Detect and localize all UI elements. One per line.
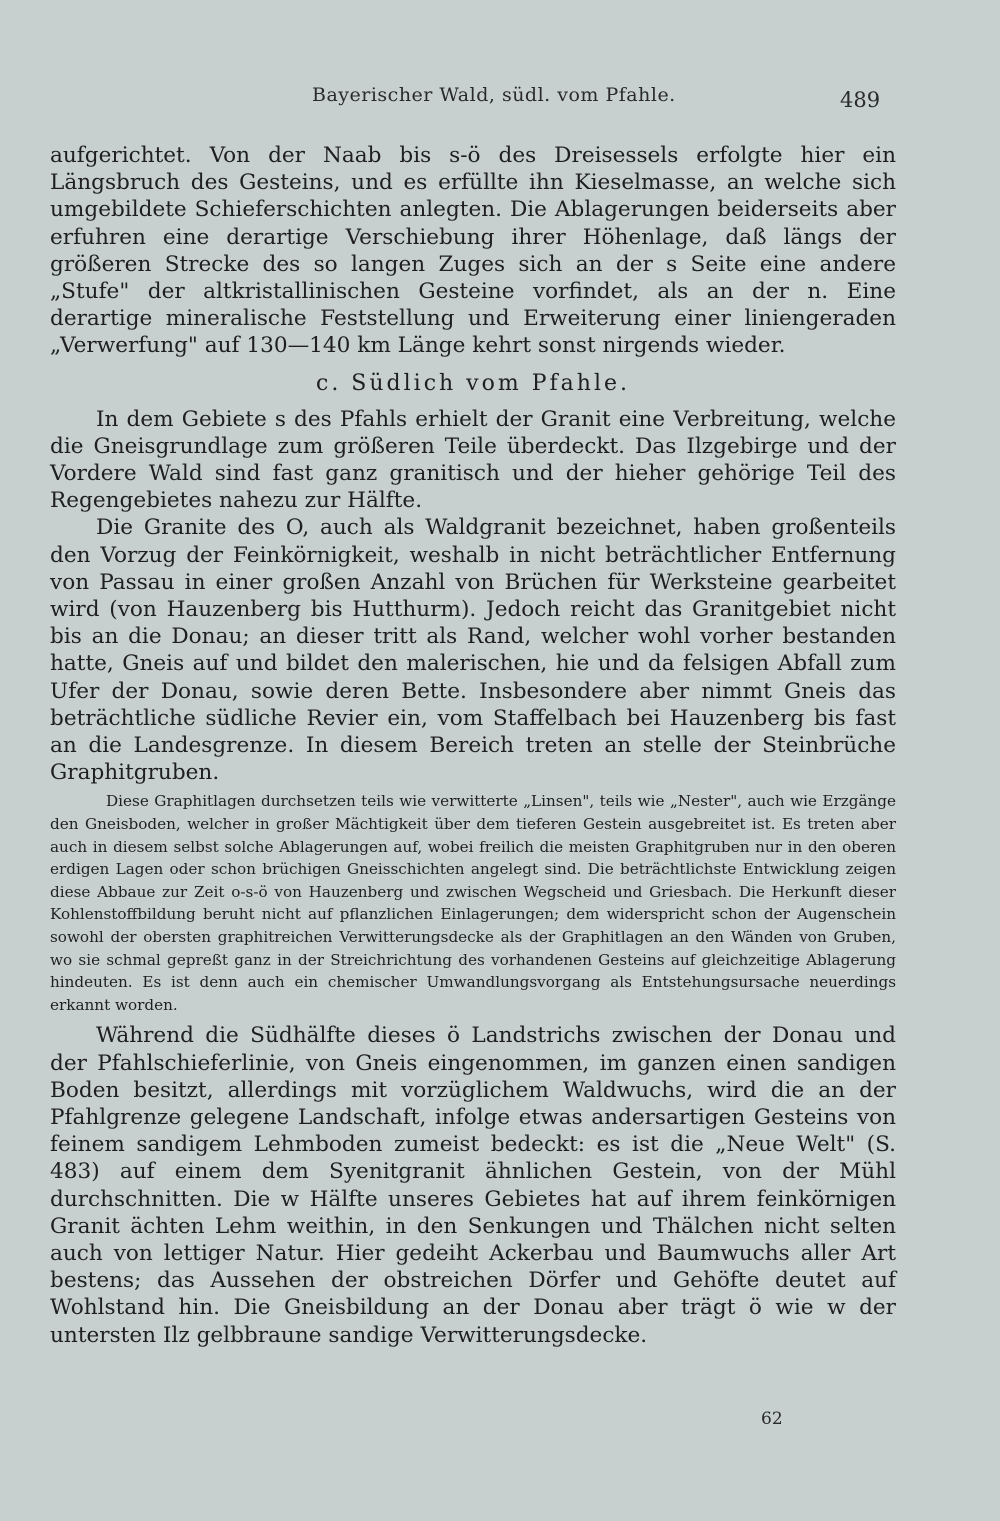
page-number: 489 bbox=[840, 88, 881, 112]
body-text bbox=[50, 142, 896, 1349]
signature-mark: 62 bbox=[761, 1409, 783, 1429]
running-title: Bayerischer Wald, südl. vom Pfahle. bbox=[312, 84, 676, 106]
paragraph: In dem Gebiete s des Pfahls erhielt der Granit eine Verbreitung, welche die Gneisgrundlage zum größeren Teile überdeckt. Das Ilzgebirge und der Vordere Wald sind fast ganz granitisch und der hieher gehörige Teil des Regengebietes nahezu zur Hälfte. bbox=[50, 406, 896, 514]
section-heading: c. Südlich vom Pfahle. bbox=[316, 370, 630, 396]
paragraph-continuation: aufgerichtet. Von der Naab bis s-ö des Dreisessels erfolgte hier ein Längsbruch des Gesteins, und es erfüllte ihn Kieselmasse, an welche sich umgebildete Schieferschichten anlegten. Die Ablagerungen beiderseits aber erfuhren eine derartige Verschiebung ihrer Höhenlage, daß längs der größeren Strecke des so langen Zuges sich an der s Seite eine andere „Stufe" der altkristallinischen Gesteine vorfindet, als an der n. Eine derartige mineralische Feststellung und Erweiterung einer liniengeraden „Verwerfung" auf 130—140 km Länge kehrt sonst nirgends wieder. bbox=[50, 143, 896, 359]
paragraph: Während die Südhälfte dieses ö Landstrichs zwischen der Donau und der Pfahlschieferlinie, von Gneis eingenommen, im ganzen einen sandigen Boden besitzt, allerdings mit vorzüglichem Waldwuchs, wird die an der Pfahlgrenze gelegene Landschaft, infolge etwas andersartigen Gesteins von feinem sandigem Lehmboden zumeist bedeckt: es ist die „Neue Welt" (S. 483) auf einem dem Syenitgranit ähnlichen Gestein, von der Mühl durchschnitten. Die w Hälfte unseres Gebietes hat auf ihrem feinkörnigen Granit ächten Lehm weithin, in den Senkungen und Thälchen nicht selten auch von lettiger Natur. Hier gedeiht Ackerbau und Baumwuchs aller Art bestens; das Aussehen der obstreichen Dörfer und Gehöfte deutet auf Wohlstand hin. Die Gneisbildung an der Donau aber trägt ö wie w der untersten Ilz gelbbraune sandige Verwitterungsdecke. bbox=[50, 1023, 896, 1348]
paragraph: Die Granite des O, auch als Waldgranit bezeichnet, haben großenteils den Vorzug der Feinkörnigkeit, weshalb in nicht beträchtlicher Entfernung von Passau in einer großen Anzahl von Brüchen für Werksteine gearbeitet wird (von Hauzenberg bis Hutthurm). Jedoch reicht das Granitgebiet nicht bis an die Donau; an dieser tritt als Rand, welcher wohl vorher bestanden hatte, Gneis auf und bildet den malerischen, hie und da felsigen Abfall zum Ufer der Donau, sowie deren Bette. Insbesondere aber nimmt Gneis das beträchtliche südliche Revier ein, vom Staffelbach bei Hauzenberg bis fast an die Landesgrenze. In diesem Bereich treten an stelle der Steinbrüche Graphitgruben. bbox=[50, 515, 896, 786]
footnote: Diese Graphitlagen durchsetzen teils wie verwitterte „Linsen", teils wie „Nester", auch wie Erzgänge den Gneisboden, welcher in großer Mächtigkeit über dem tieferen Gestein ausgebreitet ist. Es treten aber auch in diesem selbst solche Ablagerungen auf, wobei freilich die meisten Graphitgruben nur in den oberen erdigen Lagen oder schon brüchigen Gneisschichten angelegt sind. Die beträchtlichste Entwicklung zeigen diese Abbaue zur Zeit o-s-ö von Hauzenberg und zwischen Wegscheid und Griesbach. Die Herkunft dieser Kohlenstoffbildung beruht nicht auf pflanzlichen Einlagerungen; dem widerspricht schon der Augenschein sowohl der obersten graphitreichen Verwitterungsdecke als der Graphitlagen an den Wänden von Gruben, wo sie schmal gepreßt ganz in der Streichrichtung des vorhandenen Gesteins auf gleichzeitige Ablagerung hindeuten. Es ist denn auch ein chemischer Umwandlungsvorgang als Entstehungsursache neuerdings erkannt worden. bbox=[50, 792, 896, 1014]
